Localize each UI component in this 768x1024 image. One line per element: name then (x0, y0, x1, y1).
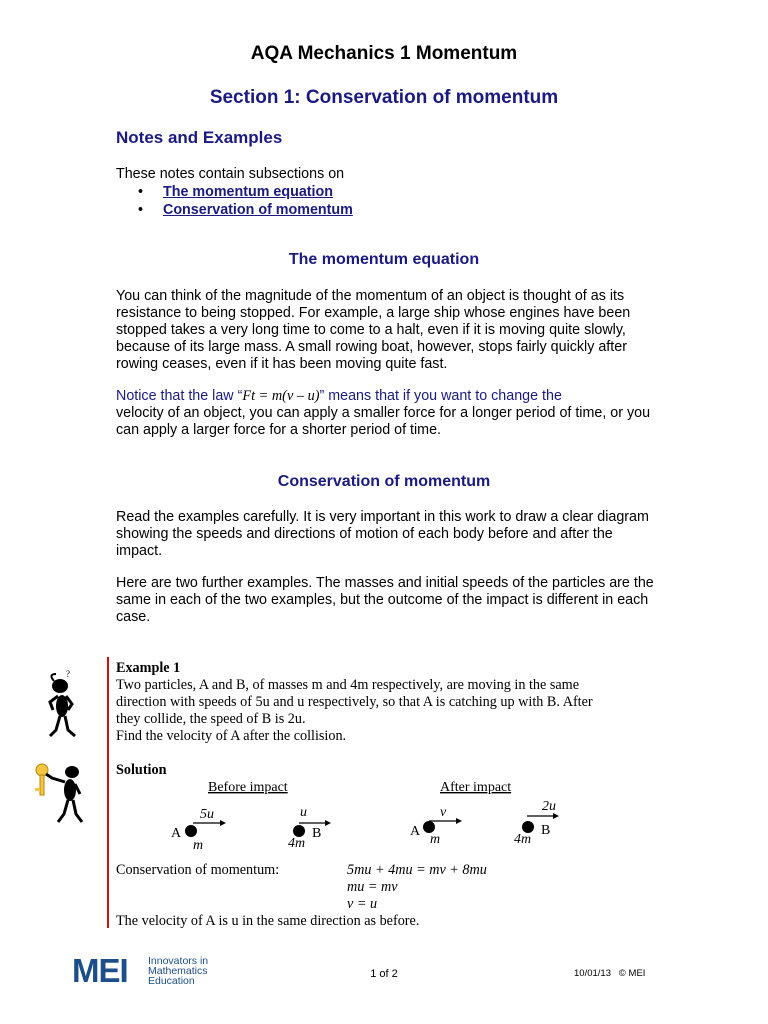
list-item (116, 201, 353, 219)
example-text-3: they collide, the speed of B is 2u. (116, 711, 306, 727)
example-conclusion: The velocity of A is u in the same direction as before. (116, 913, 420, 929)
mei-logo-text: MEI (72, 952, 128, 989)
footer-date (574, 968, 645, 979)
example-text-2: direction with speeds of 5u and u respectively, so that A is catching up with B. After (116, 694, 593, 710)
mei-tagline-1: Innovators in (148, 955, 209, 967)
intro-text: These notes contain subsections on (116, 166, 345, 182)
date: 10/01/13 (574, 968, 611, 979)
impact-diagram (160, 776, 560, 854)
before-a-speed: 5u (200, 807, 214, 822)
conservation-paragraph-1: Read the examples carefully. It is very important in this work to draw a clear diagram showing the speeds and directions of motion of each body before and after the impact. (116, 509, 649, 559)
mei-tagline-3: Education (148, 975, 195, 987)
example-question: Find the velocity of A after the collision. (116, 728, 347, 744)
notes-heading: Notes and Examples (116, 128, 283, 147)
bullet: • (138, 202, 144, 218)
equation-3: v = u (347, 896, 378, 912)
after-a-speed: v (440, 805, 447, 820)
bullet: • (138, 184, 144, 200)
before-impact-label: Before impact (208, 780, 288, 795)
label-a-after: A (410, 824, 421, 839)
label-a-before: A (171, 826, 182, 841)
label-b-before: B (312, 826, 322, 841)
mass-a-after: m (430, 832, 441, 847)
heading-conservation: Conservation of momentum (277, 473, 491, 490)
equation-2: mu = mv (347, 879, 398, 895)
conservation-label: Conservation of momentum: (116, 862, 280, 878)
before-b-speed: u (300, 805, 307, 820)
momentum-paragraph-1: You can think of the magnitude of the momentum of an object is thought of as its resistance to being stopped. For example, a large ship whose engines have been stopped takes a very long time to come to a halt, even if it is moving quite slowly, because of its large mass. A small rowing boat, however, stops fairly quickly after rowing ceases, even if it has been moving quite fast. (116, 288, 631, 372)
link-conservation-of-momentum[interactable]: Conservation of momentum (163, 202, 353, 218)
mei-tagline-2: Mathematics (148, 965, 208, 977)
conservation-paragraph-2: Here are two further examples. The masses and initial speeds of the particles are the same in each of the two examples, but the outcome of the impact is different in each case. (116, 575, 654, 625)
copyright: © MEI (618, 968, 646, 979)
key-figure-icon (30, 760, 90, 830)
after-impact-label: After impact (440, 780, 512, 795)
example-label: Example 1 (116, 660, 181, 676)
mass-b-after: 4m (514, 832, 532, 847)
label-b-after: B (541, 823, 551, 838)
mass-a-before: m (193, 838, 204, 853)
list-item (116, 183, 353, 201)
mass-b-before: 4m (288, 836, 306, 851)
section-title: Section 1: Conservation of momentum (209, 87, 559, 108)
link-momentum-equation[interactable]: The momentum equation (163, 184, 333, 200)
momentum-paragraph-2 (116, 388, 656, 439)
svg-text:?: ? (66, 669, 70, 679)
law-rest: velocity of an object, you can apply a smaller force for a longer period of time, or you can apply a larger force for a shorter period of time. (116, 405, 651, 438)
equation-1: 5mu + 4mu = mv + 8mu (347, 862, 487, 878)
heading-momentum-equation: The momentum equation (288, 251, 480, 268)
law-formula: Ft = m(v – u) (242, 388, 320, 404)
page-number: 1 of 2 (370, 968, 398, 980)
law-lead: Notice that the law “ (116, 388, 243, 404)
document-title: AQA Mechanics 1 Momentum (250, 43, 518, 64)
particle-a-before (185, 825, 197, 837)
law-tail: ” means that if you want to change the (319, 388, 562, 404)
subsection-list (116, 183, 353, 219)
example-text-1: Two particles, A and B, of masses m and 4m respectively, are moving in the same (116, 677, 580, 693)
after-b-speed: 2u (542, 799, 556, 814)
example-margin-bar (107, 657, 109, 928)
solution-label: Solution (116, 762, 167, 778)
thinking-figure-icon (40, 666, 90, 746)
